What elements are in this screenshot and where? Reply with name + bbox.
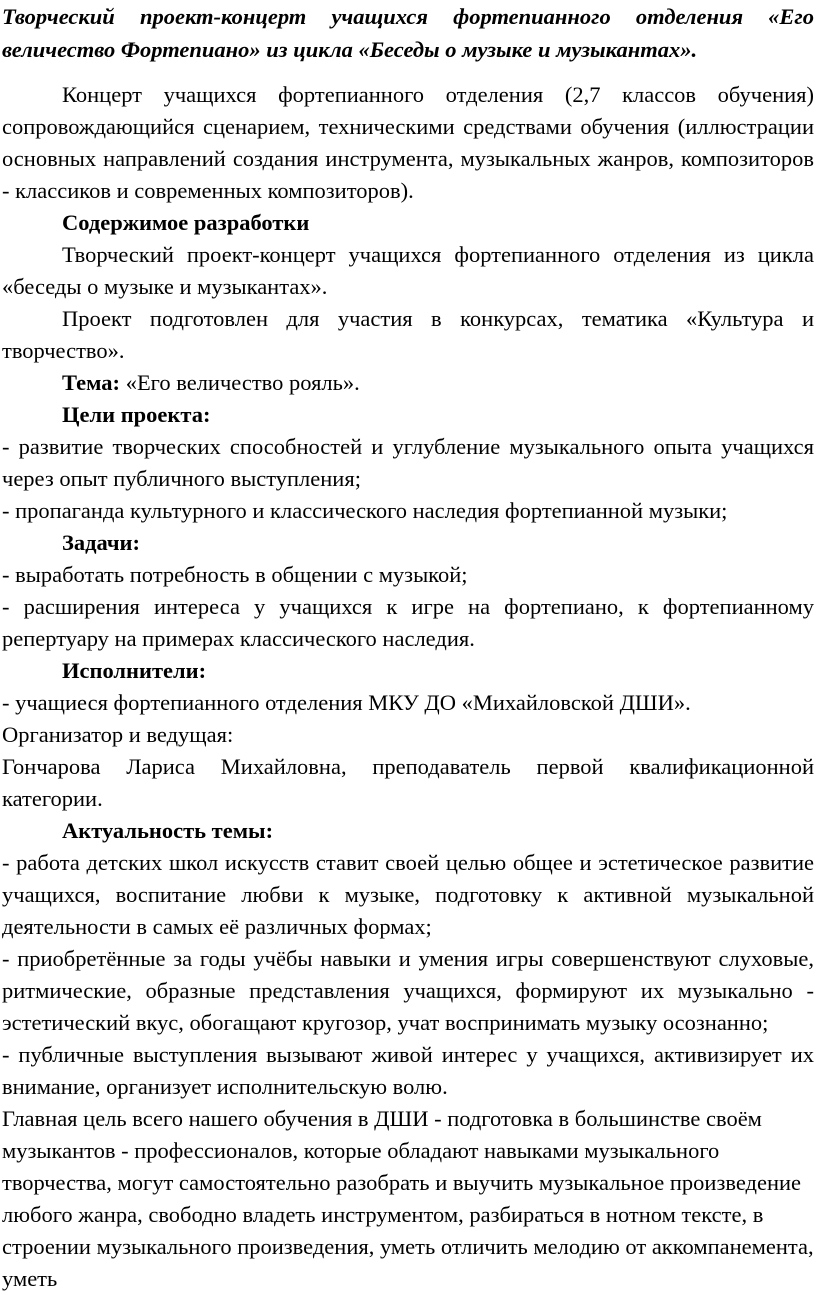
contents-paragraph-2: Проект подготовлен для участия в конкурсах, тематика «Культура и творчество». xyxy=(2,306,814,363)
intro-paragraph: Концерт учащихся фортепианного отделения (2,7 классов обучения) сопровождающийся сценарием, техническими средствами обучения (иллюстрации основных направлений создания инструмента, музыкальных жанров, композиторов - классиков и современных композиторов). xyxy=(2,82,814,203)
organizer-text: Гончарова Лариса Михайловна, преподаватель первой квалификационной категории. xyxy=(2,754,814,811)
theme-line xyxy=(2,367,814,399)
performers-text: - учащиеся фортепианного отделения МКУ ДО «Михайловской ДШИ». xyxy=(2,690,691,715)
main-goal-paragraph: Главная цель всего нашего обучения в ДШИ - подготовка в большинстве своём музыкантов - профессионалов, которые обладают навыками музыкального творчества, могут самостоятельно разобрать и выучить музыкальное произведение любого жанра, свободно владеть инструментом, разбираться в нотном тексте, в строении музыкального произведения, уметь отличить мелодию от аккомпанемента, уметь xyxy=(2,1106,814,1291)
theme-value: «Его величество рояль». xyxy=(120,370,360,395)
relevance-heading: Актуальность темы: xyxy=(62,818,274,843)
relevance-item: - работа детских школ искусств ставит своей целью общее и эстетическое развитие учащихся, воспитание любви к музыке, подготовку к активной музыкальной деятельности в самых её различных формах; xyxy=(2,850,814,939)
contents-paragraph-1: Творческий проект-концерт учащихся фортепианного отделения из цикла «беседы о музыке и музыкантах». xyxy=(2,242,814,299)
theme-label: Тема: xyxy=(62,370,121,395)
tasks-heading: Задачи: xyxy=(62,530,141,555)
task-item: - расширения интереса у учащихся к игре на фортепиано, к фортепианному репертуару на примерах классического наследия. xyxy=(2,594,814,651)
relevance-item: - приобретённые за годы учёбы навыки и умения игры совершенствуют слуховые, ритмические, образные представления учащихся, формируют их музыкально - эстетический вкус, обогащают кругозор, учат воспринимать музыку осознанно; xyxy=(2,946,814,1035)
task-item: - выработать потребность в общении с музыкой; xyxy=(2,562,468,587)
organizer-label: Организатор и ведущая: xyxy=(2,722,234,747)
goals-heading: Цели проекта: xyxy=(62,402,211,427)
performers-heading: Исполнители: xyxy=(62,658,207,683)
relevance-item: - публичные выступления вызывают живой интерес у учащихся, активизирует их внимание, организует исполнительскую волю. xyxy=(2,1042,814,1099)
goal-item: - развитие творческих способностей и углубление музыкального опыта учащихся через опыт публичного выступления; xyxy=(2,434,814,491)
goal-item: - пропаганда культурного и классического наследия фортепианной музыки; xyxy=(2,498,728,523)
contents-heading: Содержимое разработки xyxy=(62,210,310,235)
document-title: Творческий проект-концерт учащихся фортепианного отделения «Его величество Фортепиано» из цикла «Беседы о музыке и музыкантах». xyxy=(2,4,814,62)
